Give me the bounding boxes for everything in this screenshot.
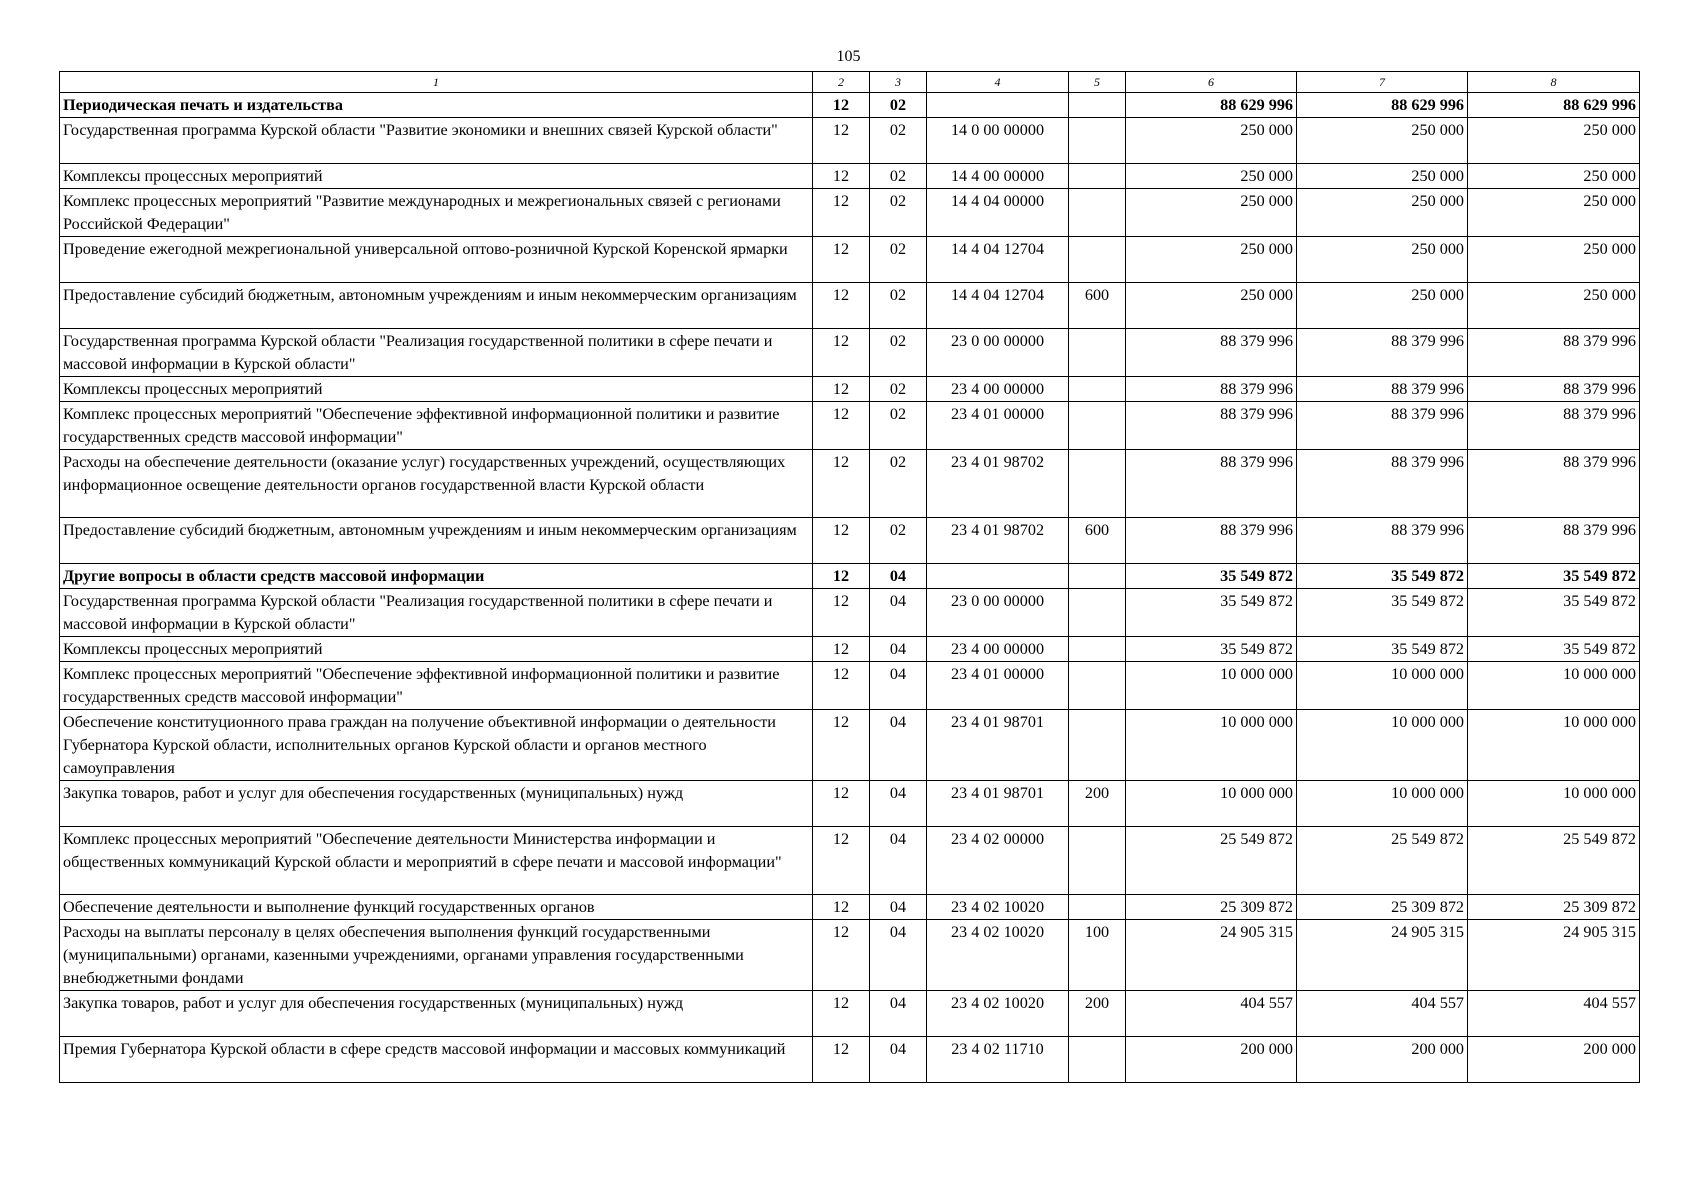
row-amount-col6: 88 379 996 (1126, 518, 1297, 564)
header-col-1: 1 (60, 72, 813, 93)
table-row (60, 895, 1640, 920)
row-section-code: 12 (813, 895, 870, 920)
row-amount-col6: 250 000 (1126, 164, 1297, 189)
row-name: Комплексы процессных мероприятий (60, 377, 813, 402)
row-expense-type (1069, 450, 1126, 518)
row-amount-col8: 250 000 (1468, 237, 1640, 283)
row-amount-col7: 88 629 996 (1297, 93, 1468, 118)
row-target-article: 14 4 04 00000 (927, 189, 1069, 237)
table-row (60, 164, 1640, 189)
row-amount-col6: 24 905 315 (1126, 920, 1297, 991)
row-target-article (927, 93, 1069, 118)
row-subsection-code: 02 (870, 93, 927, 118)
table-body (60, 72, 1640, 1083)
table-row (60, 662, 1640, 710)
row-name: Проведение ежегодной межрегиональной универсальной оптово-розничной Курской Коренской ярмарки (60, 237, 813, 283)
row-target-article: 14 4 04 12704 (927, 237, 1069, 283)
row-amount-col7: 10 000 000 (1297, 781, 1468, 827)
table-row (60, 450, 1640, 518)
row-section-code: 12 (813, 450, 870, 518)
row-subsection-code: 04 (870, 589, 927, 637)
row-amount-col6: 200 000 (1126, 1037, 1297, 1083)
row-amount-col6: 25 309 872 (1126, 895, 1297, 920)
row-target-article: 23 4 00 00000 (927, 377, 1069, 402)
row-name: Комплекс процессных мероприятий "Обеспечение эффективной информационной политики и развитие государственных средств массовой информации" (60, 402, 813, 450)
row-amount-col6: 250 000 (1126, 283, 1297, 329)
row-amount-col8: 10 000 000 (1468, 710, 1640, 781)
row-amount-col8: 25 309 872 (1468, 895, 1640, 920)
table-row (60, 637, 1640, 662)
row-target-article: 14 4 00 00000 (927, 164, 1069, 189)
row-name: Предоставление субсидий бюджетным, автономным учреждениям и иным некоммерческим организациям (60, 283, 813, 329)
row-expense-type (1069, 637, 1126, 662)
row-target-article: 23 4 01 98702 (927, 450, 1069, 518)
row-expense-type (1069, 827, 1126, 895)
row-target-article: 14 4 04 12704 (927, 283, 1069, 329)
row-subsection-code: 04 (870, 564, 927, 589)
table-row (60, 589, 1640, 637)
row-amount-col6: 35 549 872 (1126, 589, 1297, 637)
row-section-code: 12 (813, 93, 870, 118)
row-expense-type: 600 (1069, 518, 1126, 564)
row-subsection-code: 04 (870, 1037, 927, 1083)
row-subsection-code: 02 (870, 237, 927, 283)
table-row (60, 377, 1640, 402)
row-amount-col6: 88 379 996 (1126, 377, 1297, 402)
row-amount-col8: 88 379 996 (1468, 450, 1640, 518)
row-expense-type (1069, 662, 1126, 710)
row-amount-col7: 250 000 (1297, 164, 1468, 189)
row-section-code: 12 (813, 1037, 870, 1083)
row-amount-col7: 88 379 996 (1297, 402, 1468, 450)
budget-table (59, 71, 1640, 1083)
header-col-7: 7 (1297, 72, 1468, 93)
row-amount-col8: 35 549 872 (1468, 589, 1640, 637)
row-section-code: 12 (813, 781, 870, 827)
row-target-article: 23 0 00 00000 (927, 329, 1069, 377)
row-target-article: 23 4 02 10020 (927, 895, 1069, 920)
row-amount-col7: 88 379 996 (1297, 450, 1468, 518)
row-subsection-code: 02 (870, 189, 927, 237)
row-name: Государственная программа Курской области "Реализация государственной политики в сфере печати и массовой информации в Курской области" (60, 589, 813, 637)
table-row (60, 920, 1640, 991)
row-amount-col6: 250 000 (1126, 237, 1297, 283)
table-row (60, 1037, 1640, 1083)
row-expense-type (1069, 1037, 1126, 1083)
row-subsection-code: 04 (870, 781, 927, 827)
row-amount-col6: 35 549 872 (1126, 564, 1297, 589)
row-amount-col7: 35 549 872 (1297, 589, 1468, 637)
row-amount-col7: 250 000 (1297, 237, 1468, 283)
row-target-article: 23 4 01 98701 (927, 710, 1069, 781)
row-section-code: 12 (813, 518, 870, 564)
row-section-code: 12 (813, 237, 870, 283)
row-expense-type (1069, 329, 1126, 377)
row-amount-col7: 25 309 872 (1297, 895, 1468, 920)
row-amount-col6: 10 000 000 (1126, 710, 1297, 781)
row-amount-col7: 250 000 (1297, 283, 1468, 329)
row-amount-col7: 24 905 315 (1297, 920, 1468, 991)
row-amount-col8: 404 557 (1468, 991, 1640, 1037)
row-amount-col7: 10 000 000 (1297, 662, 1468, 710)
table-row (60, 827, 1640, 895)
row-amount-col6: 250 000 (1126, 118, 1297, 164)
row-subsection-code: 02 (870, 118, 927, 164)
table-row (60, 781, 1640, 827)
row-amount-col8: 10 000 000 (1468, 781, 1640, 827)
row-amount-col8: 88 379 996 (1468, 518, 1640, 564)
row-name: Комплекс процессных мероприятий "Обеспечение деятельности Министерства информации и общественных коммуникаций Курской области и мероприятий в сфере печати и массовой информации" (60, 827, 813, 895)
row-amount-col7: 200 000 (1297, 1037, 1468, 1083)
column-number-header-row (60, 72, 1640, 93)
row-target-article: 23 4 02 00000 (927, 827, 1069, 895)
table-row (60, 283, 1640, 329)
header-col-4: 4 (927, 72, 1069, 93)
row-section-code: 12 (813, 402, 870, 450)
table-row (60, 518, 1640, 564)
row-amount-col7: 10 000 000 (1297, 710, 1468, 781)
row-amount-col8: 200 000 (1468, 1037, 1640, 1083)
table-row (60, 991, 1640, 1037)
row-amount-col8: 35 549 872 (1468, 637, 1640, 662)
page-number: 105 (836, 48, 861, 65)
row-name: Комплексы процессных мероприятий (60, 637, 813, 662)
row-amount-col8: 35 549 872 (1468, 564, 1640, 589)
row-target-article: 23 4 01 98702 (927, 518, 1069, 564)
row-section-code: 12 (813, 189, 870, 237)
row-subsection-code: 02 (870, 377, 927, 402)
row-subsection-code: 02 (870, 402, 927, 450)
row-section-code: 12 (813, 164, 870, 189)
row-amount-col6: 88 379 996 (1126, 402, 1297, 450)
row-amount-col7: 250 000 (1297, 118, 1468, 164)
row-expense-type (1069, 564, 1126, 589)
row-subsection-code: 04 (870, 637, 927, 662)
row-expense-type (1069, 589, 1126, 637)
row-section-code: 12 (813, 564, 870, 589)
row-name: Премия Губернатора Курской области в сфере средств массовой информации и массовых коммуникаций (60, 1037, 813, 1083)
table-row (60, 710, 1640, 781)
row-subsection-code: 04 (870, 991, 927, 1037)
row-expense-type (1069, 895, 1126, 920)
header-col-8: 8 (1468, 72, 1640, 93)
row-amount-col7: 88 379 996 (1297, 329, 1468, 377)
row-name: Обеспечение конституционного права граждан на получение объективной информации о деятельности Губернатора Курской области, исполнительных органов Курской области и органов местного самоуправления (60, 710, 813, 781)
row-amount-col7: 35 549 872 (1297, 637, 1468, 662)
row-expense-type (1069, 118, 1126, 164)
row-expense-type: 200 (1069, 991, 1126, 1037)
row-name: Расходы на выплаты персоналу в целях обеспечения выполнения функций государственными (муниципальными) органами, казенными учреждениями, органами управления государственными внебюджетными фондами (60, 920, 813, 991)
row-target-article: 23 4 01 98701 (927, 781, 1069, 827)
row-amount-col6: 10 000 000 (1126, 662, 1297, 710)
row-amount-col6: 88 629 996 (1126, 93, 1297, 118)
row-amount-col7: 25 549 872 (1297, 827, 1468, 895)
row-target-article: 23 4 02 10020 (927, 920, 1069, 991)
row-name: Периодическая печать и издательства (60, 93, 813, 118)
row-name: Комплексы процессных мероприятий (60, 164, 813, 189)
row-subsection-code: 04 (870, 662, 927, 710)
table-row (60, 237, 1640, 283)
row-target-article: 23 4 02 11710 (927, 1037, 1069, 1083)
row-amount-col6: 250 000 (1126, 189, 1297, 237)
row-subsection-code: 04 (870, 710, 927, 781)
row-target-article: 23 4 02 10020 (927, 991, 1069, 1037)
row-section-code: 12 (813, 589, 870, 637)
row-subsection-code: 04 (870, 920, 927, 991)
table-row (60, 564, 1640, 589)
row-subsection-code: 02 (870, 283, 927, 329)
row-amount-col6: 35 549 872 (1126, 637, 1297, 662)
row-amount-col8: 250 000 (1468, 118, 1640, 164)
row-expense-type (1069, 402, 1126, 450)
row-section-code: 12 (813, 991, 870, 1037)
row-name: Закупка товаров, работ и услуг для обеспечения государственных (муниципальных) нужд (60, 781, 813, 827)
row-name: Предоставление субсидий бюджетным, автономным учреждениям и иным некоммерческим организациям (60, 518, 813, 564)
row-subsection-code: 04 (870, 827, 927, 895)
row-subsection-code: 04 (870, 895, 927, 920)
header-col-3: 3 (870, 72, 927, 93)
row-amount-col8: 88 379 996 (1468, 329, 1640, 377)
row-amount-col6: 88 379 996 (1126, 450, 1297, 518)
row-section-code: 12 (813, 283, 870, 329)
row-section-code: 12 (813, 827, 870, 895)
header-col-5: 5 (1069, 72, 1126, 93)
row-amount-col8: 24 905 315 (1468, 920, 1640, 991)
row-target-article: 23 0 00 00000 (927, 589, 1069, 637)
row-section-code: 12 (813, 662, 870, 710)
row-amount-col6: 25 549 872 (1126, 827, 1297, 895)
row-expense-type (1069, 377, 1126, 402)
row-section-code: 12 (813, 710, 870, 781)
row-target-article (927, 564, 1069, 589)
row-subsection-code: 02 (870, 518, 927, 564)
row-amount-col6: 404 557 (1126, 991, 1297, 1037)
row-name: Обеспечение деятельности и выполнение функций государственных органов (60, 895, 813, 920)
table-row (60, 329, 1640, 377)
row-amount-col8: 88 629 996 (1468, 93, 1640, 118)
table-row (60, 189, 1640, 237)
table-row (60, 93, 1640, 118)
row-section-code: 12 (813, 329, 870, 377)
row-expense-type (1069, 93, 1126, 118)
row-subsection-code: 02 (870, 164, 927, 189)
table-row (60, 118, 1640, 164)
row-amount-col8: 250 000 (1468, 164, 1640, 189)
row-expense-type (1069, 189, 1126, 237)
row-amount-col8: 25 549 872 (1468, 827, 1640, 895)
row-section-code: 12 (813, 377, 870, 402)
row-amount-col7: 35 549 872 (1297, 564, 1468, 589)
row-amount-col8: 10 000 000 (1468, 662, 1640, 710)
row-name: Другие вопросы в области средств массовой информации (60, 564, 813, 589)
row-expense-type: 600 (1069, 283, 1126, 329)
row-target-article: 23 4 01 00000 (927, 402, 1069, 450)
row-amount-col6: 10 000 000 (1126, 781, 1297, 827)
row-section-code: 12 (813, 920, 870, 991)
row-expense-type: 200 (1069, 781, 1126, 827)
row-amount-col8: 250 000 (1468, 283, 1640, 329)
row-amount-col8: 250 000 (1468, 189, 1640, 237)
row-amount-col6: 88 379 996 (1126, 329, 1297, 377)
row-name: Комплекс процессных мероприятий "Развитие международных и межрегиональных связей с регионами Российской Федерации" (60, 189, 813, 237)
table-row (60, 402, 1640, 450)
row-name: Комплекс процессных мероприятий "Обеспечение эффективной информационной политики и развитие государственных средств массовой информации" (60, 662, 813, 710)
row-name: Государственная программа Курской области "Развитие экономики и внешних связей Курской области" (60, 118, 813, 164)
row-amount-col7: 404 557 (1297, 991, 1468, 1037)
row-name: Расходы на обеспечение деятельности (оказание услуг) государственных учреждений, осуществляющих информационное освещение деятельности органов государственной власти Курской области (60, 450, 813, 518)
row-amount-col7: 88 379 996 (1297, 377, 1468, 402)
row-amount-col8: 88 379 996 (1468, 402, 1640, 450)
row-name: Закупка товаров, работ и услуг для обеспечения государственных (муниципальных) нужд (60, 991, 813, 1037)
row-amount-col7: 88 379 996 (1297, 518, 1468, 564)
row-section-code: 12 (813, 118, 870, 164)
row-subsection-code: 02 (870, 329, 927, 377)
row-expense-type (1069, 164, 1126, 189)
header-col-6: 6 (1126, 72, 1297, 93)
row-section-code: 12 (813, 637, 870, 662)
row-expense-type (1069, 237, 1126, 283)
header-col-2: 2 (813, 72, 870, 93)
row-target-article: 23 4 00 00000 (927, 637, 1069, 662)
row-amount-col7: 250 000 (1297, 189, 1468, 237)
row-target-article: 14 0 00 00000 (927, 118, 1069, 164)
row-target-article: 23 4 01 00000 (927, 662, 1069, 710)
row-subsection-code: 02 (870, 450, 927, 518)
row-name: Государственная программа Курской области "Реализация государственной политики в сфере печати и массовой информации в Курской области" (60, 329, 813, 377)
row-expense-type (1069, 710, 1126, 781)
row-amount-col8: 88 379 996 (1468, 377, 1640, 402)
row-expense-type: 100 (1069, 920, 1126, 991)
